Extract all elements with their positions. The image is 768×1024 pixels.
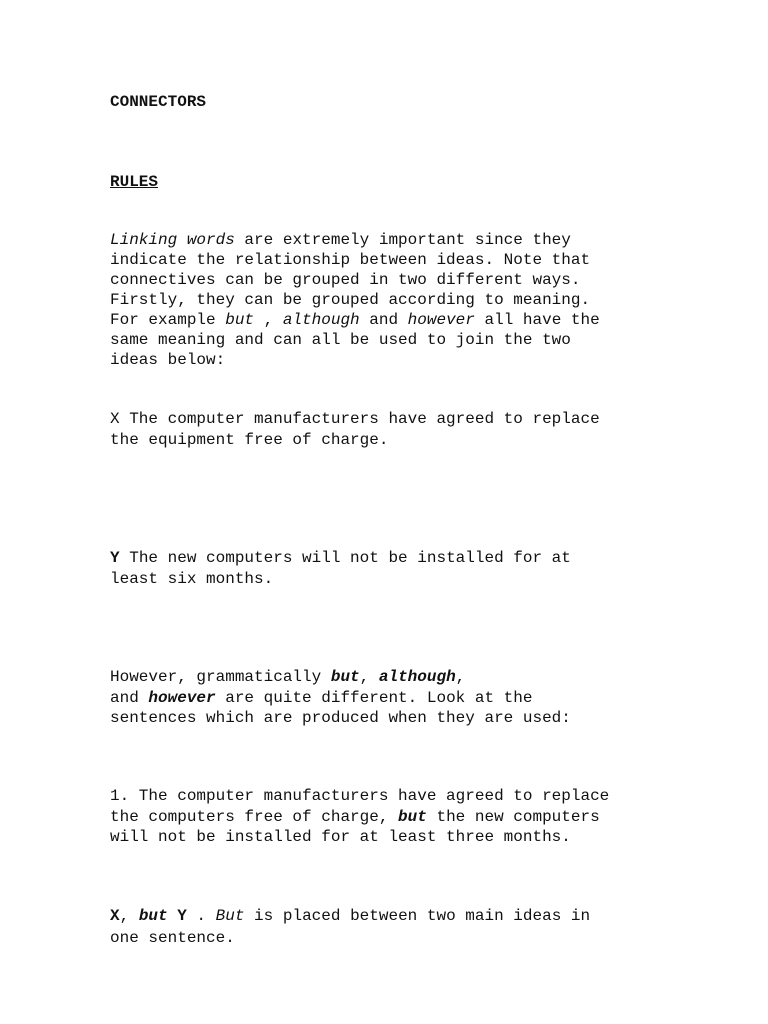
grammar-word-however: however xyxy=(148,688,216,707)
grammar-note xyxy=(110,667,670,729)
grammar-line-2-end: are quite different. Look at the xyxy=(215,688,533,707)
idea-x-line-2: the equipment free of charge. xyxy=(110,431,389,449)
pattern-explanation xyxy=(110,905,670,949)
intro-line-7: ideas below: xyxy=(110,351,226,369)
grammar-word-although: although xyxy=(378,668,456,686)
pattern-y: Y xyxy=(167,907,187,925)
pattern-line-1-end: is placed between two main ideas in xyxy=(244,907,591,925)
grammar-line-1-start: However, grammatically xyxy=(110,668,331,686)
grammar-word-but: but xyxy=(330,668,360,686)
idea-y-label: Y xyxy=(110,549,120,567)
intro-line-6: same meaning and can all be used to join the two xyxy=(110,331,571,349)
intro-paragraph xyxy=(110,230,670,370)
idea-x xyxy=(110,409,670,451)
example-1-line-3: will not be installed for at least three months. xyxy=(110,828,571,846)
example-word-although: although xyxy=(282,311,360,329)
intro-line-2: indicate the relationship between ideas. Note that xyxy=(110,251,591,269)
idea-y xyxy=(110,548,670,590)
example-word-however: however xyxy=(407,311,475,329)
section-title: RULES xyxy=(110,173,159,191)
pattern-but-italic: But xyxy=(215,907,245,925)
pattern-comma: , xyxy=(119,907,139,925)
document-heading: CONNECTORS xyxy=(110,93,207,111)
grammar-comma-1: , xyxy=(359,668,379,686)
idea-y-line-2: least six months. xyxy=(110,570,274,588)
pattern-x: X xyxy=(110,907,120,925)
example-word-but: but xyxy=(225,311,255,329)
example-1-line-2-end: the new computers xyxy=(426,807,600,826)
intro-line-5-start: For example xyxy=(110,311,226,329)
pattern-but: but xyxy=(138,907,168,925)
intro-line-4: Firstly, they can be grouped according to meaning. xyxy=(110,291,591,309)
example-1-line-1: 1. The computer manufacturers have agreed to replace xyxy=(110,787,610,805)
intro-line-5-end: all have the xyxy=(474,311,600,329)
grammar-line-3: sentences which are produced when they are used: xyxy=(110,709,571,727)
intro-line-3: connectives can be grouped in two different ways. xyxy=(110,271,581,289)
example-1-line-2-start: the computers free of charge, xyxy=(110,807,399,826)
idea-x-line-1: X The computer manufacturers have agreed to replace xyxy=(110,410,600,428)
example-1-word-but: but xyxy=(398,807,427,826)
term-linking-words: Linking words xyxy=(110,231,235,249)
intro-line-1: are extremely important since they xyxy=(234,231,571,249)
example-and: and xyxy=(359,311,408,329)
idea-y-line-1: The new computers will not be installed for at xyxy=(119,549,571,567)
pattern-dot: . xyxy=(186,907,216,925)
pattern-line-2: one sentence. xyxy=(110,929,235,947)
example-1 xyxy=(110,786,670,848)
grammar-comma-2: , xyxy=(455,668,466,686)
example-separator: , xyxy=(254,311,283,329)
grammar-line-2-start: and xyxy=(110,688,149,707)
